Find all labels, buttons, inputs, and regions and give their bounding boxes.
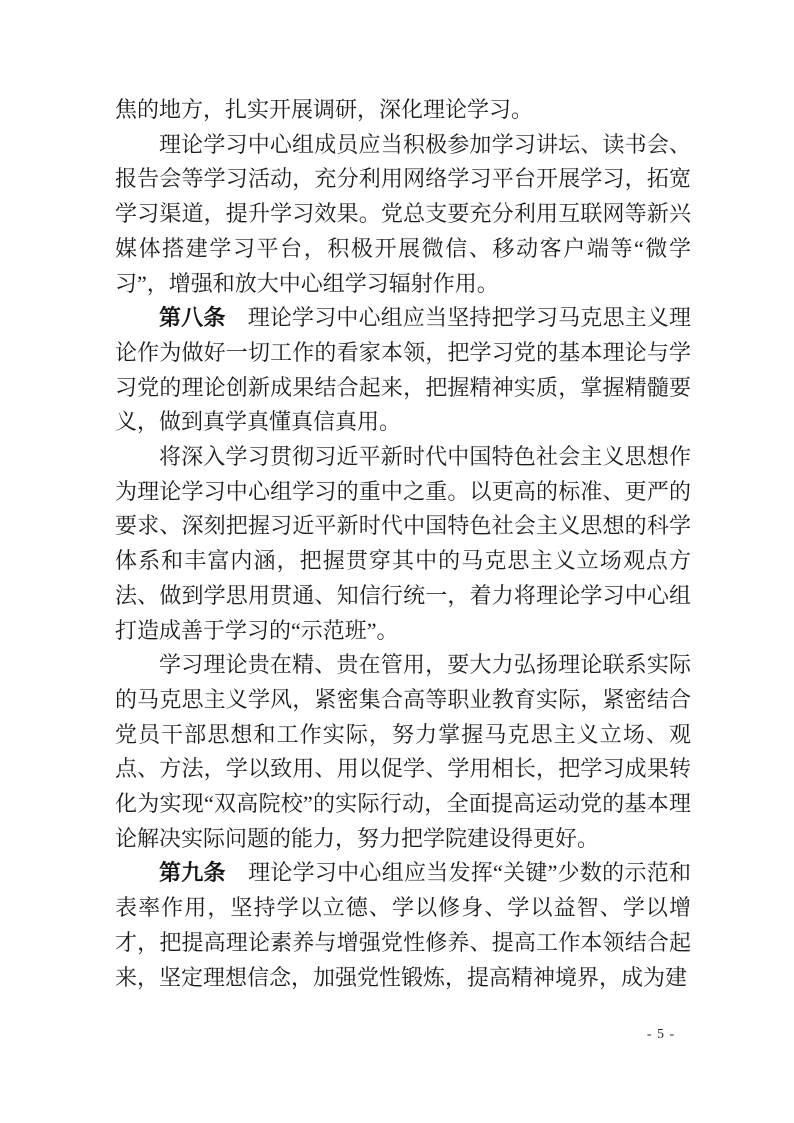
text-run: 理论学习中心组应当发挥“关键”少数的示范和表率作用，坚持学以立德、学以修身、学以益智、学以增才，把提高理论素养与增强党性修养、提高工作本领结合起来，坚定理想信念，加强党性锻炼，提高精神境界，成为建 [115, 860, 691, 990]
paragraph [115, 856, 691, 995]
paragraph [115, 301, 691, 440]
paragraph [115, 648, 691, 856]
text-run: 理论学习中心组成员应当积极参加学习讲坛、读书会、报告会等学习活动，充分利用网络学习平台开展学习，拓宽学习渠道，提升学习效果。党总支要充分利用互联网等新兴媒体搭建学习平台，积极开展微信、移动客户端等“微学习”，增强和放大中心组学习辐射作用。 [115, 131, 691, 296]
paragraph [115, 440, 691, 648]
document-body [115, 93, 691, 995]
text-run: 将深入学习贯彻习近平新时代中国特色社会主义思想作为理论学习中心组学习的重中之重。以更高的标准、更严的要求、深刻把握习近平新时代中国特色社会主义思想的科学体系和丰富内涵，把握贯穿其中的马克思主义立场观点方法、做到学思用贯通、知信行统一，着力将理论学习中心组打造成善于学习的“示范班”。 [115, 444, 691, 643]
text-run: 学习理论贵在精、贵在管用，要大力弘扬理论联系实际的马克思主义学风，紧密集合高等职业教育实际，紧密结合党员干部思想和工作实际，努力掌握马克思主义立场、观点、方法，学以致用、用以促学、学用相长，把学习成果转化为实现“双高院校”的实际行动，全面提高运动党的基本理论解决实际问题的能力，努力把学院建设得更好。 [115, 652, 691, 851]
paragraph [115, 128, 691, 302]
page-number: - 5 - [646, 1027, 676, 1042]
text-run: 焦的地方，扎实开展调研，深化理论学习。 [115, 97, 534, 122]
paragraph [115, 93, 691, 128]
clause-number: 第九条 [159, 860, 226, 886]
clause-number: 第八条 [159, 305, 226, 331]
text-run: 理论学习中心组应当坚持把学习马克思主义理论作为做好一切工作的看家本领，把学习党的基本理论与学习党的理论创新成果结合起来，把握精神实质，掌握精髓要义，做到真学真懂真信真用。 [115, 305, 691, 435]
